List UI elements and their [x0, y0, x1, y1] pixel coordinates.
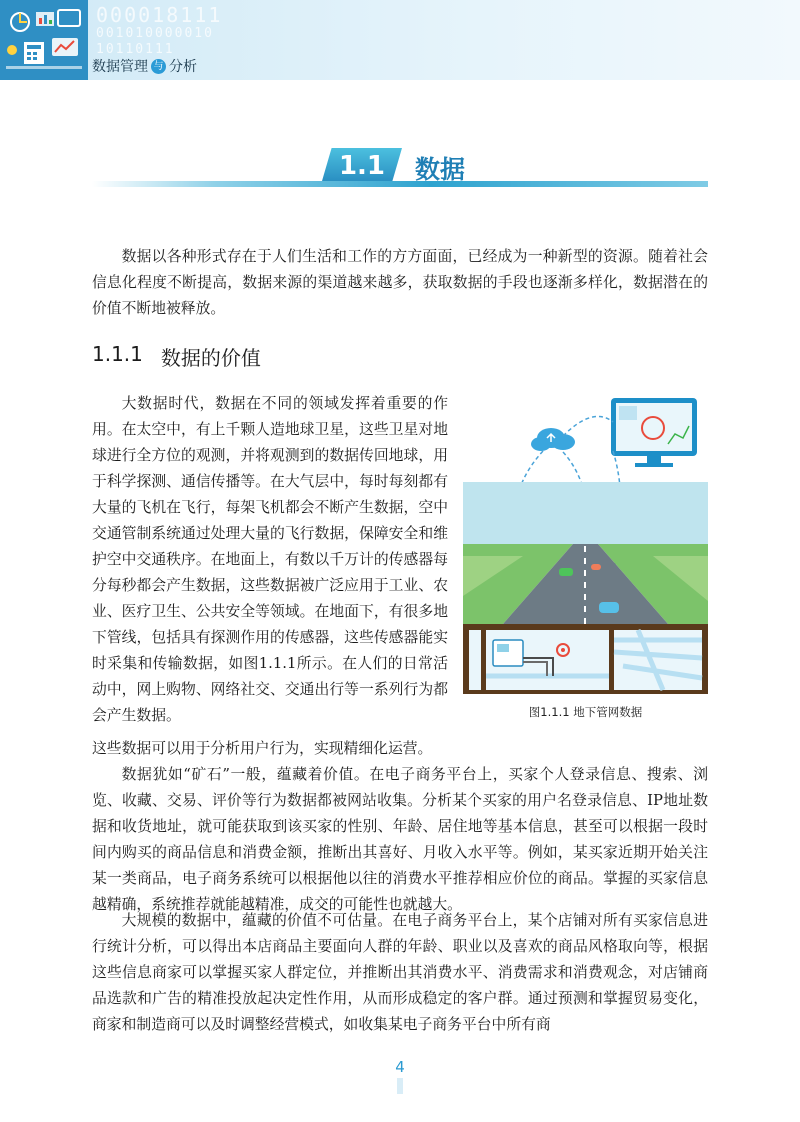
- underground-network-illustration: [463, 396, 708, 694]
- subsection-heading: [92, 342, 261, 371]
- paragraph-large-scale-data: 大规模的数据中，蕴藏的价值不可估量。在电子商务平台上，某个店铺对所有买家信息进行统计分析，可以得出本店商品主要面向人群的年龄、职业以及喜欢的商品风格取向等，根据这些信息商家可以掌握买家人群定位，并推断出其消费水平、消费需求和消费观念，对店铺商品选款和广告的精准投放起决定性作用，从而形成稳定的客户群。通过预测和掌握贸易变化，商家和制造商可以及时调整经营模式，如收集某电子商务平台中所有商: [92, 912, 708, 1033]
- book-title-part2: 分析: [169, 59, 197, 75]
- section-title: 数据: [415, 155, 466, 184]
- book-title: [92, 56, 197, 76]
- binary-line: 001010000010: [96, 26, 214, 41]
- book-title-connector: 与: [151, 59, 166, 74]
- paragraph-data-value: 大数据时代，数据在不同的领域发挥着重要的作用。在太空中，有上千颗人造地球卫星，这些卫星对地球进行全方位的观测，并将观测到的数据传回地球，用于科学探测、通信传播等。在大气层中，每时每刻都有大量的飞机在飞行，每架飞机都会不断产生数据，空中交通管制系统通过处理大量的飞行数据，保障安全和维护空中交通秩序。在地面上，有数以千万计的传感器每分每秒都会产生数据，这些数据被广泛应用于工业、农业、医疗卫生、公共安全等领域。在地面下，有很多地下管线，包括具有探测作用的传感器，这些传感器能实时采集和传输数据，如图1.1.1所示。在人们的日常活动中，网上购物、网络社交、交通出行等一系列行为都会产生数据。: [92, 395, 448, 724]
- figure-underground-network: [463, 396, 708, 694]
- figure-caption: 图1.1.1 地下管网数据: [528, 705, 643, 719]
- section-number: 1.1: [338, 151, 386, 181]
- page-header: [0, 0, 800, 80]
- subsection-number: 1.1.1: [92, 342, 143, 366]
- binary-line: 000018111: [96, 3, 223, 27]
- paragraph-data-value-end: 这些数据可以用于分析用户行为，实现精细化运营。: [92, 740, 433, 757]
- section-underline: [92, 181, 708, 187]
- data-icons-illustration: [0, 0, 88, 80]
- paragraph-data-ore: 数据犹如“矿石”一般，蕴藏着价值。在电子商务平台上，买家个人登录信息、搜索、浏览、收藏、交易、评价等行为数据都被网站收集。分析某个买家的用户名登录信息、IP地址数据和收货地址，就可能获取到该买家的性别、年龄、居住地等基本信息，甚至可以根据一段时间内购买的商品信息和消费金额，推断出其喜好、月收入水平等。例如，某买家近期开始关注某一类商品，电子商务系统可以根据他以往的消费水平推荐相应价位的商品。掌握的买家信息越精确，系统推荐就能越精准，成交的可能性也就越大。: [92, 766, 708, 913]
- binary-line: 10110111: [96, 42, 175, 57]
- section-heading: [92, 148, 708, 190]
- book-title-part1: 数据管理: [92, 59, 148, 75]
- subsection-title: 数据的价值: [160, 346, 261, 370]
- page-number-mark: [397, 1078, 403, 1094]
- intro-paragraph: 数据以各种形式存在于人们生活和工作的方方面面，已经成为一种新型的资源。随着社会信息化程度不断提高，数据来源的渠道越来越多，获取数据的手段也逐渐多样化，数据潜在的价值不断地被释放。: [92, 248, 708, 317]
- binary-decoration: [96, 4, 222, 58]
- page-number: 4: [395, 1058, 405, 1076]
- header-logo: [0, 0, 88, 80]
